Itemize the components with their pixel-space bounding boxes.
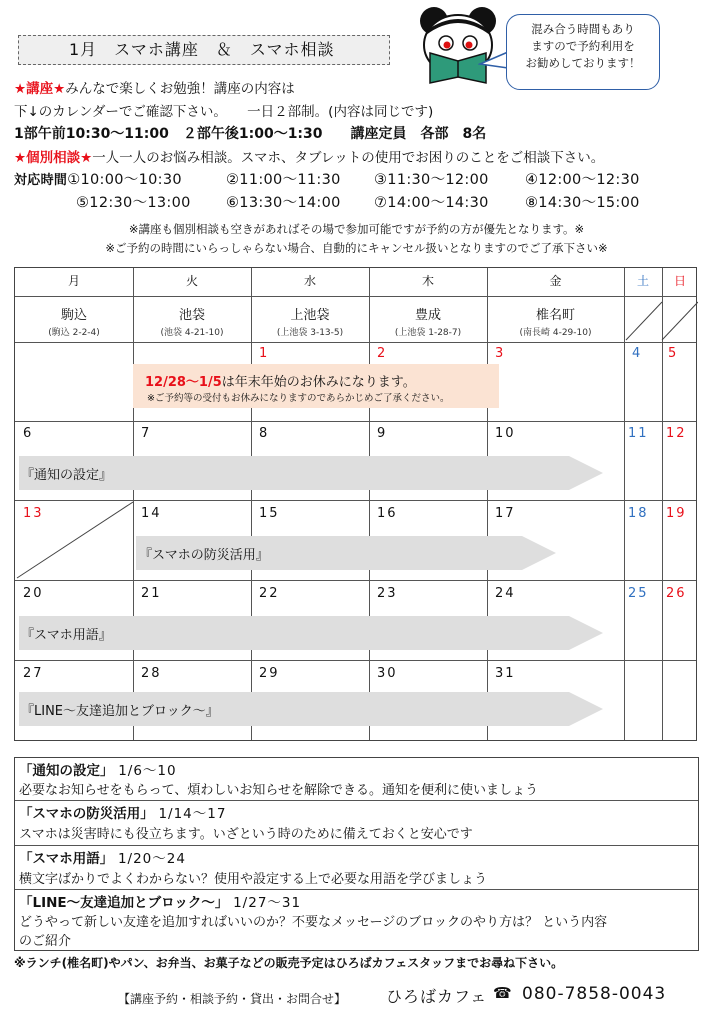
date-number: 12 — [666, 426, 687, 441]
slots-row-1 — [14, 168, 182, 189]
weekend-closed-slash — [624, 296, 698, 342]
date-number: 2 — [377, 346, 388, 361]
mascot-reading-illustration — [412, 5, 504, 85]
calendar-grid — [14, 267, 697, 741]
location-name: 池袋 — [178, 308, 205, 323]
date-number: 8 — [259, 426, 270, 441]
holiday-text: は年末年始のお休みになります。 — [221, 375, 416, 390]
course-dates: 1/20～24 — [117, 851, 186, 867]
course-description: スマホは災害時にも役立ちます。いざという時のために備えておくと安心です — [19, 827, 473, 842]
date-number: 20 — [23, 586, 44, 601]
course-description: 必要なお知らせをもらって、煩わしいお知らせを解除できる。通知を便利に使いましょう — [19, 783, 538, 798]
location-name: 椎名町 — [535, 308, 575, 323]
date-number: 25 — [628, 586, 649, 601]
new-year-holiday-banner — [133, 364, 499, 408]
course-heading — [19, 847, 186, 867]
arrow-label: 『LINE～友達追加とブロック～』 — [21, 704, 219, 719]
date-number: 6 — [23, 426, 34, 441]
date-number: 16 — [377, 506, 398, 521]
day-header-wed: 水 — [303, 274, 316, 288]
day-header-mon: 月 — [67, 274, 80, 288]
date-number: 10 — [495, 426, 516, 441]
day-header-thu: 木 — [421, 274, 434, 288]
day-header-tue: 火 — [185, 274, 198, 288]
consult-intro — [14, 146, 604, 166]
consult-heading: ★個別相談★ — [14, 150, 93, 166]
location-address: (上池袋 1-28-7) — [394, 328, 462, 338]
arrow-label: 『通知の設定』 — [21, 468, 113, 483]
day-header-sat: 土 — [636, 274, 649, 288]
course-dates: 1/27～31 — [233, 895, 302, 911]
course-title: 「通知の設定」 — [19, 763, 114, 779]
course-description: どうやって新しい友達を追加すればいいのか？不要なメッセージのブロックのやり方は？ という内容 — [19, 915, 608, 930]
date-number: 27 — [23, 666, 44, 681]
date-number: 19 — [666, 506, 687, 521]
slot: ⑦14:00～14:30 — [374, 195, 489, 211]
cafe-name: ひろばカフェ — [386, 987, 488, 1006]
date-number: 21 — [141, 586, 162, 601]
slot: ⑥13:30～14:00 — [226, 195, 341, 211]
date-number: 14 — [141, 506, 162, 521]
footer-note: ※ランチ(椎名町)やパン、お弁当、お菓子などの販売予定はひろばカフェスタッフまでお尋ね下さい。 — [14, 956, 564, 970]
note-priority: ※講座も個別相談も空きがあればその場で参加可能ですが予約の方が優先となります。※ — [128, 222, 585, 236]
day-header-sun: 日 — [673, 274, 686, 288]
arrow-label: 『スマホの防災活用』 — [139, 548, 269, 563]
holiday-main-text — [145, 371, 416, 390]
slot: ①10:00～10:30 — [67, 172, 182, 188]
phone-icon: ☎ — [493, 984, 512, 1002]
date-number: 11 — [628, 426, 649, 441]
location-address: (駒込 2-2-4) — [48, 328, 100, 338]
session-times: 1部午前10:30～11:00 ２部午後1:00～1:30 講座定員 各部 8名 — [14, 126, 487, 142]
course-title: 「スマホ用語」 — [19, 851, 114, 867]
date-number: 30 — [377, 666, 398, 681]
slot: ⑤12:30～13:00 — [76, 195, 191, 211]
date-number: 18 — [628, 506, 649, 521]
speech-bubble — [506, 14, 660, 90]
page-title: 1月 スマホ講座 ＆ スマホ相談 — [18, 35, 390, 65]
lecture-text: みんなで楽しくお勉強！講座の内容は — [65, 81, 295, 97]
contact-label: 【講座予約・相談予約・貸出・お問合せ】 — [118, 992, 347, 1006]
day-header-fri: 金 — [549, 274, 562, 288]
location-address: (南長崎 4-29-10) — [519, 328, 592, 338]
date-number: 13 — [23, 506, 44, 521]
date-number: 24 — [495, 586, 516, 601]
date-number: 9 — [377, 426, 388, 441]
location-name: 上池袋 — [290, 308, 330, 323]
course-dates: 1/14～17 — [158, 806, 227, 822]
note-cancel: ※ご予約の時間にいらっしゃらない場合、自動的にキャンセル扱いとなりますのでご了承下さい※ — [105, 241, 608, 255]
lecture-heading: ★講座★ — [14, 81, 66, 97]
phone-number[interactable]: 080-7858-0043 — [522, 984, 667, 1004]
location-name: 豊成 — [414, 308, 441, 323]
date-number: 4 — [632, 346, 643, 361]
slot: ③11:30～12:00 — [374, 172, 489, 188]
consult-text: 一人一人のお悩み相談。スマホ、タブレットの使用でお困りのことをご相談下さい。 — [92, 150, 605, 166]
date-number: 3 — [495, 346, 506, 361]
bubble-line: 混み合う時間もあり — [531, 22, 635, 36]
course-heading — [19, 759, 177, 779]
date-number: 29 — [259, 666, 280, 681]
date-number: 26 — [666, 586, 687, 601]
date-number: 31 — [495, 666, 516, 681]
date-number: 22 — [259, 586, 280, 601]
bubble-line: お勧めしております！ — [525, 56, 641, 70]
location-name: 駒込 — [60, 308, 87, 323]
date-number: 1 — [259, 346, 270, 361]
course-title: 「LINE～友達追加とブロック～」 — [19, 895, 229, 911]
lecture-intro — [14, 77, 295, 97]
course-heading — [19, 891, 301, 911]
slots-label: 対応時間 — [14, 173, 68, 188]
location-address: (池袋 4-21-10) — [160, 328, 224, 338]
course-heading — [19, 802, 226, 822]
date-number: 17 — [495, 506, 516, 521]
course-dates: 1/6～10 — [118, 763, 177, 779]
slot: ④12:00～12:30 — [525, 172, 640, 188]
course-title: 「スマホの防災活用」 — [19, 806, 154, 822]
date-number: 28 — [141, 666, 162, 681]
arrow-label: 『スマホ用語』 — [21, 628, 112, 643]
course-details-table — [14, 757, 699, 951]
lecture-line2: 下↓のカレンダーでご確認下さい。 一日２部制。(内容は同じです) — [14, 104, 434, 120]
slot: ⑧14:30～15:00 — [525, 195, 640, 211]
slot: ②11:00～11:30 — [226, 172, 341, 188]
date-number: 15 — [259, 506, 280, 521]
course-description-cont: のご紹介 — [19, 934, 72, 949]
location-address: (上池袋 3-13-5) — [276, 328, 344, 338]
course-description: 横文字ばかりでよくわからない？使用や設定する上で必要な用語を学びましょう — [19, 872, 488, 887]
holiday-dates: 12/28～1/5 — [145, 375, 222, 390]
date-number: 23 — [377, 586, 398, 601]
holiday-sub-text: ※ご予約等の受付もお休みになりますのであらかじめご了承ください。 — [147, 393, 450, 404]
date-number: 5 — [668, 346, 679, 361]
date-number: 7 — [141, 426, 152, 441]
bubble-line: ますので予約利用を — [531, 39, 635, 53]
